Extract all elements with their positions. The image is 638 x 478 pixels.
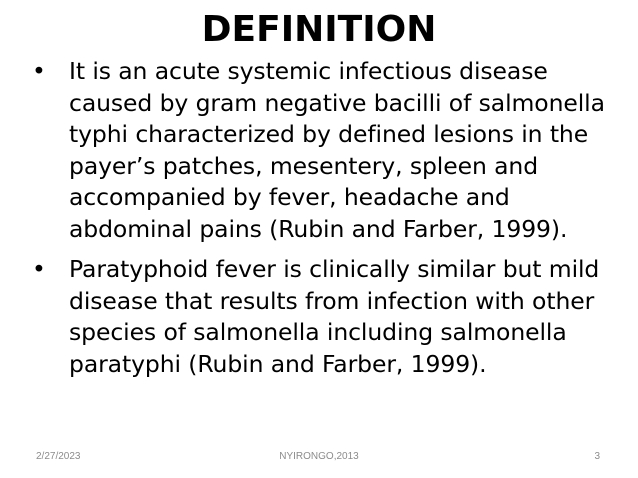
bullet-item: [32, 56, 632, 245]
bullet-item: [32, 254, 632, 380]
bullet-list: [32, 56, 632, 389]
footer-date: 2/27/2023: [36, 451, 81, 462]
bullet-marker: •: [32, 255, 46, 283]
footer-page-number: 3: [594, 451, 600, 462]
bullet-marker: •: [32, 57, 46, 85]
bullet-text: Paratyphoid fever is clinically similar but mild disease that results from infection with other species of salmonella including salmonella paratyphi (Rubin and Farber, 1999).: [69, 255, 600, 378]
footer-author: NYIRONGO,2013: [279, 451, 359, 462]
bullet-text: It is an acute systemic infectious disease caused by gram negative bacilli of salmonella typhi characterized by defined lesions in the payer’s patches, mesentery, spleen and accompanied by fever, headache and abdominal pains (Rubin and Farber, 1999).: [69, 57, 605, 243]
slide-title: DEFINITION: [201, 9, 437, 50]
